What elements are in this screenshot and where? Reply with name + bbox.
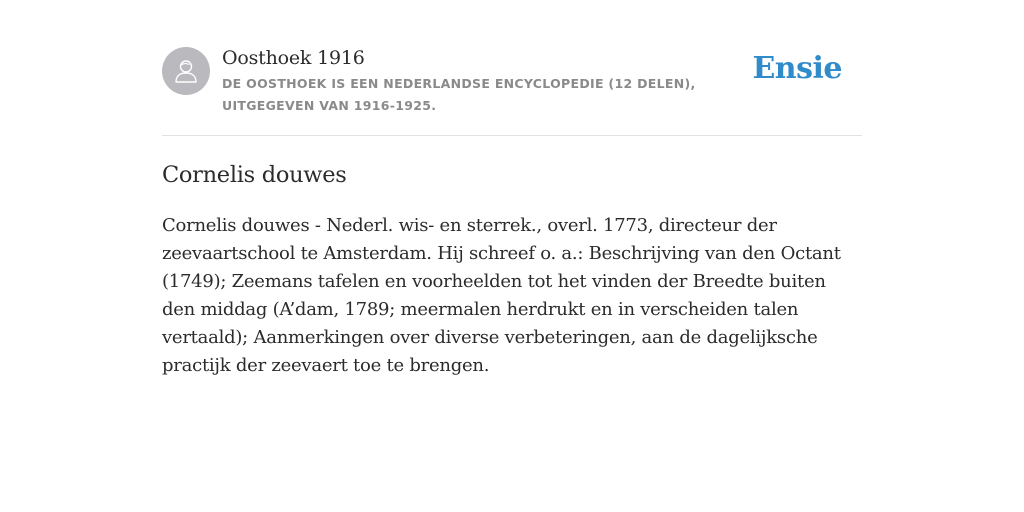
source-info [222,45,762,117]
entry-title: Cornelis douwes [162,162,347,188]
ensie-logo[interactable]: Ensie [752,51,842,86]
user-silhouette-icon [172,57,200,85]
entry-body: Cornelis douwes - Nederl. wis- en sterrek., overl. 1773, directeur der zeevaartschool te Amsterdam. Hij schreef o. a.: Beschrijving van den Octant (1749); Zeemans tafelen en voorheelden tot het vinden der Breedte buiten den middag (A’dam, 1789; meermalen herdrukt en in verscheiden talen vertaald); Aanmerkingen over diverse verbeteringen, aan de dagelijksche practijk der zeevaert toe te brengen. [162,215,841,376]
avatar [162,47,210,95]
source-title[interactable]: Oosthoek 1916 [222,47,365,69]
page [162,0,862,380]
source-description: DE OOSTHOEK IS EEN NEDERLANDSE ENCYCLOPEDIE (12 DELEN), UITGEGEVEN VAN 1916-1925. [222,76,696,113]
source-header [162,0,862,136]
